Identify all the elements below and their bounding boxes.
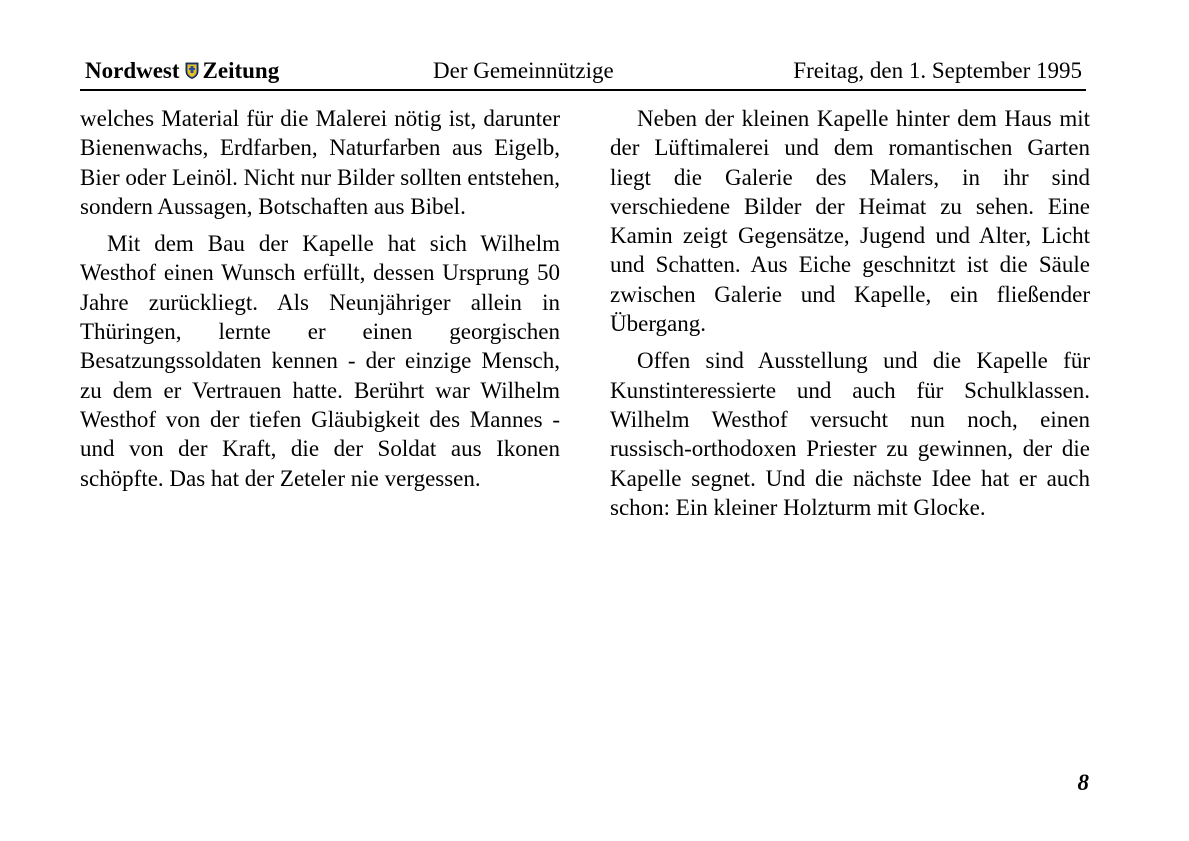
newspaper-masthead <box>85 58 279 84</box>
paragraph: Offen sind Ausstellung und die Kapelle für Kunstinteressierte und auch für Schulklassen. Wilhelm Westhof versucht nun noch, einen russisch-orthodoxen Priester zu gewinnen, der die Kapelle segnet. Und die nächste Idee hat er auch schon: Ein kleiner Holzturm mit Glocke. <box>610 348 1090 520</box>
paragraph: Mit dem Bau der Kapelle hat sich Wilhelm Westhof einen Wunsch erfüllt, dessen Ursprung 50 Jahre zurückliegt. Als Neunjähriger allein in Thüringen, lernte er einen georgischen Besatzungssoldaten kennen - der einzige Mensch, zu dem er Vertrauen hatte. Berührt war Wilhelm Westhof von der tiefen Gläubigkeit des Mannes - und von der Kraft, die der Soldat aus Ikonen schöpfte. Das hat der Zeteler nie vergessen. <box>80 231 560 491</box>
article-column-left <box>80 104 560 493</box>
page-header <box>85 58 1086 86</box>
masthead-name-right: Zeitung <box>202 58 280 83</box>
paragraph: Neben der kleinen Kapelle hinter dem Haus mit der Lüftimalerei und dem romantischen Garten liegt die Galerie des Malers, in ihr sind verschiedene Bilder der Heimat zu sehen. Eine Kamin zeigt Gegensätze, Jugend und Alter, Licht und Schatten. Aus Eiche geschnitzt ist die Säule zwischen Galerie und Kapelle, ein fließender Übergang. <box>610 106 1090 337</box>
section-title: Der Gemeinnützige <box>433 58 614 83</box>
page-number: 8 <box>1077 770 1089 795</box>
issue-date: Freitag, den 1. September 1995 <box>793 58 1082 83</box>
article-column-right <box>610 104 1090 522</box>
masthead-name-left: Nordwest <box>85 58 180 83</box>
paragraph: welches Material für die Malerei nötig ist, darunter Bienenwachs, Erdfarben, Naturfarben aus Eigelb, Bier oder Leinöl. Nicht nur Bilder sollten entstehen, sondern Aussagen, Botschaften aus Bibel. <box>80 106 560 219</box>
coat-of-arms-icon <box>185 62 199 79</box>
header-rule <box>80 89 1086 91</box>
